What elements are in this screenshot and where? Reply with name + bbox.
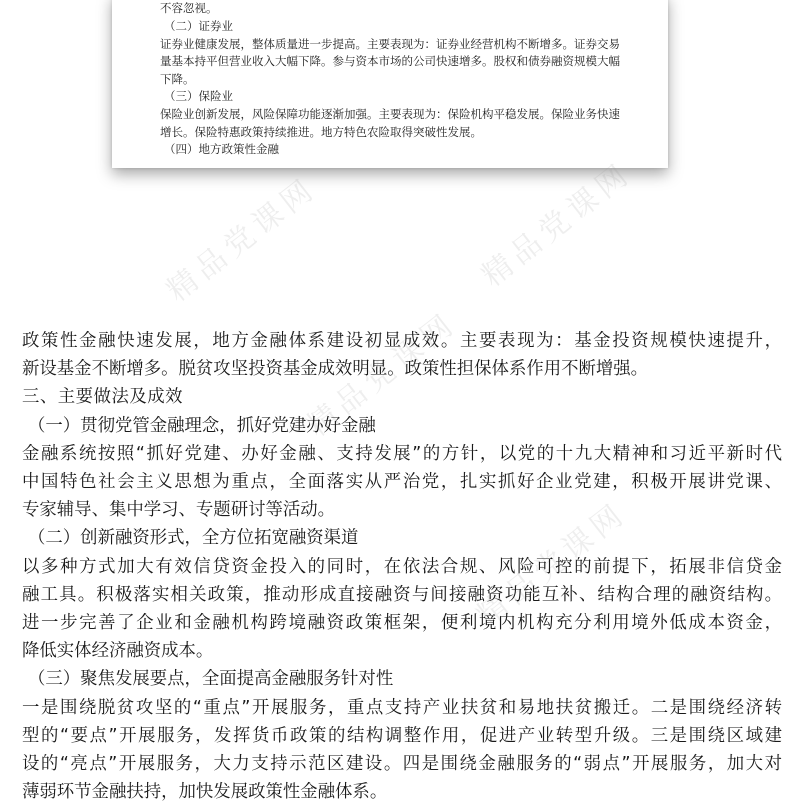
preview-sections xyxy=(160,18,660,159)
preview-paragraph-line: 下降。 xyxy=(160,71,195,86)
preview-paragraph-line: 增长。保险特惠政策持续推进。地方特色农险取得突破性发展。 xyxy=(160,124,482,139)
paragraph-line: 一是围绕脱贫攻坚的“重点”开展服务，重点支持产业扶贫和易地扶贫搬迁。二是围绕经济转 xyxy=(22,697,782,718)
watermark: 精品党课网 xyxy=(300,305,464,444)
subsection-heading: （三）聚焦发展要点，全面提高金融服务针对性 xyxy=(28,669,394,690)
paragraph-line: 融工具。积极落实相关政策，推动形成直接融资与间接融资功能互补、结构合理的融资结构。 xyxy=(22,584,782,605)
paragraph-line: 以多种方式加大有效信贷资金投入的同时，在依法合规、风险可控的前提下，拓展非信贷金 xyxy=(22,556,782,577)
subsection-heading: （一）贯彻党管金融理念，抓好党建办好金融 xyxy=(28,415,376,436)
paragraph-line: 金融系统按照“抓好党建、办好金融、支持发展”的方针，以党的十九大精神和习近平新时代 xyxy=(22,443,782,464)
watermark: 精品党课网 xyxy=(160,170,324,309)
preview-paragraph-line: 保险业创新发展，风险保障功能逐渐加强。主要表现为：保险机构平稳发展。保险业务快速 xyxy=(160,106,620,121)
document-preview-card xyxy=(112,0,668,168)
subsection-heading: （二）创新融资形式，全方位拓宽融资渠道 xyxy=(28,528,359,549)
preview-paragraph-line: 量基本持平但营业收入大幅下降。参与资本市场的公司快速增多。股权和债券融资规模大幅 xyxy=(160,54,620,69)
paragraph-line: 中国特色社会主义思想为重点，全面落实从严治党，扎实抓好企业党建，积极开展讲党课、 xyxy=(22,472,782,493)
preview-cut-line-2: 不容忽视。 xyxy=(160,1,218,15)
paragraph-line: 设的“亮点”开展服务，大力支持示范区建设。四是围绕金融服务的“弱点”开展服务，加大对 xyxy=(22,754,782,775)
preview-paragraph-line: 证券业健康发展，整体质量进一步提高。主要表现为：证券业经营机构不断增多。证券交易 xyxy=(160,36,620,51)
document-body xyxy=(22,327,782,806)
section-heading: 三、主要做法及成效 xyxy=(22,387,184,408)
watermark: 精品党课网 xyxy=(475,155,639,294)
preview-section-heading: （四）地方政策性金融 xyxy=(164,142,279,157)
paragraph-line: 新设基金不断增多。脱贫攻坚投资基金成效明显。政策性担保体系作用不断增强。 xyxy=(22,359,649,380)
paragraph-line: 进一步完善了企业和金融机构跨境融资政策框架，便利境内机构充分利用境外低成本资金， xyxy=(22,613,782,634)
preview-section-heading: （二）证券业 xyxy=(164,19,233,33)
watermark: 精品党课网 xyxy=(470,495,634,634)
paragraph-line: 型的“要点”开展服务，发挥货币政策的结构调整作用，促进产业转型升级。三是围绕区域建 xyxy=(22,725,782,746)
paragraph-line: 薄弱环节金融扶持，加快发展政策性金融体系。 xyxy=(22,782,388,803)
preview-cut-line xyxy=(160,0,609,2)
paragraph-line: 专家辅导、集中学习、专题研讨等活动。 xyxy=(22,500,336,521)
paragraph-line: 政策性金融快速发展，地方金融体系建设初显成效。主要表现为：基金投资规模快速提升， xyxy=(22,331,782,351)
paragraph-line: 降低实体经济融资成本。 xyxy=(22,641,214,662)
preview-section-heading: （三）保险业 xyxy=(164,89,233,104)
